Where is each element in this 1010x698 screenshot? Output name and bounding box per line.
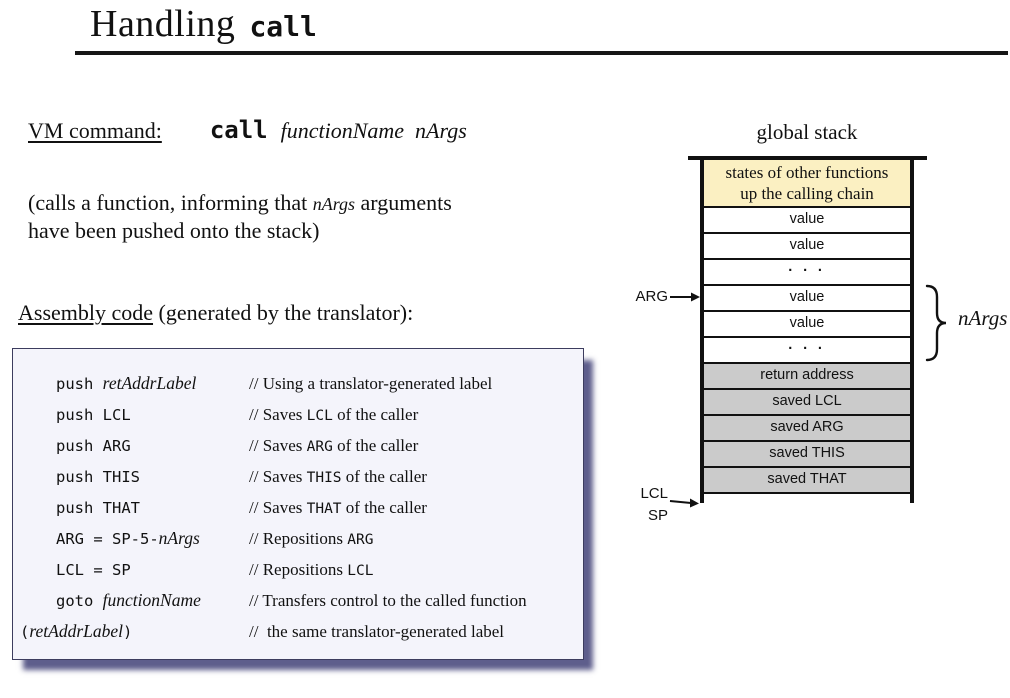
desc-line2: have been pushed onto the stack) (28, 218, 320, 243)
vm-command-args: functionName nArgs (280, 118, 467, 143)
code-token: // Repositions (249, 560, 348, 579)
code-row (13, 493, 583, 524)
code-row (13, 431, 583, 462)
vm-command-label: VM command: (28, 118, 162, 143)
comment-column (249, 617, 583, 648)
nargs-brace-icon (924, 283, 950, 363)
code-italic-token: nArgs (158, 528, 200, 548)
stack-header-line: states of other functions (725, 163, 889, 182)
stack-cell-dots: · · · (704, 260, 910, 286)
comment-column (249, 586, 583, 617)
code-token: // Transfers control to the called function (249, 591, 527, 610)
code-token: push LCL (56, 406, 131, 424)
code-token: push THAT (56, 499, 140, 517)
code-token: // Saves (249, 498, 307, 517)
code-token: of the caller (332, 436, 419, 455)
lcl-sp-pointer-label (628, 483, 668, 527)
vm-command-call: call (209, 116, 268, 144)
code-token: push THIS (56, 468, 140, 486)
desc-nargs-italic: nArgs (312, 194, 356, 214)
arg-pointer-label: ARG (635, 288, 668, 305)
code-row (13, 462, 583, 493)
title-code-call: call (249, 10, 317, 43)
code-row (13, 586, 583, 617)
code-token: ARG (347, 532, 374, 548)
comment-column (249, 524, 583, 555)
stack-cell-saved: saved ARG (704, 416, 910, 442)
code-token: // Saves (249, 405, 307, 424)
assembly-code-label-underlined: Assembly code (18, 300, 154, 325)
code-token: goto (56, 592, 103, 610)
comment-column (249, 369, 583, 400)
global-stack-title: global stack (756, 120, 858, 144)
assembly-code-label-rest: (generated by the translator): (153, 300, 414, 325)
code-token: // Repositions (249, 529, 348, 548)
code-token: push (56, 375, 103, 393)
stack-cell-saved: saved THIS (704, 442, 910, 468)
code-column (56, 555, 249, 586)
code-token: ARG (306, 439, 333, 455)
page-title (90, 2, 317, 46)
stack-cell-value: value (704, 234, 910, 260)
code-token: ARG = SP-5- (56, 530, 159, 548)
code-row (13, 400, 583, 431)
code-token: // Saves (249, 436, 307, 455)
lcl-sp-pointer-arrow-icon (668, 496, 700, 510)
code-italic-token: retAddrLabel (29, 621, 123, 641)
code-token: LCL = SP (56, 561, 131, 579)
code-token: LCL (347, 563, 374, 579)
code-column (56, 493, 249, 524)
code-token: ) (123, 623, 133, 641)
comment-column (249, 493, 583, 524)
code-token: // Saves (249, 467, 307, 486)
stack-cell-dots: · · · (704, 338, 910, 364)
stack-cell-saved: return address (704, 364, 910, 390)
stack-cell-value: value (704, 286, 910, 312)
comment-column (249, 400, 583, 431)
code-token: ( (20, 623, 30, 641)
title-divider (75, 51, 1008, 55)
comment-column (249, 555, 583, 586)
title-text: Handling (90, 3, 236, 45)
code-token: push ARG (56, 437, 131, 455)
assembly-code-box (12, 348, 584, 660)
lcl-label: LCL (640, 485, 668, 502)
code-token: THAT (306, 501, 342, 517)
code-row (13, 617, 583, 648)
stack-cell-value: value (704, 208, 910, 234)
code-row (13, 524, 583, 555)
code-italic-token: retAddrLabel (102, 373, 197, 393)
global-stack-box (700, 160, 914, 503)
code-token: LCL (306, 408, 333, 424)
nargs-label: nArgs (958, 306, 1008, 330)
stack-open-bottom (704, 494, 910, 503)
code-token: of the caller (341, 498, 427, 517)
comment-column (249, 431, 583, 462)
vm-command-row (28, 116, 467, 144)
code-token: of the caller (341, 467, 427, 486)
stack-cell-saved: saved LCL (704, 390, 910, 416)
code-column (20, 617, 249, 648)
comment-column (249, 462, 583, 493)
code-italic-token: functionName (102, 590, 201, 610)
code-column (56, 462, 249, 493)
code-column (56, 400, 249, 431)
code-column (56, 586, 249, 617)
code-token: // the same translator-generated label (249, 622, 505, 641)
stack-cell-saved: saved THAT (704, 468, 910, 494)
vm-command-description (28, 189, 568, 245)
code-token: // Using a translator-generated label (249, 374, 493, 393)
code-row (13, 369, 583, 400)
code-token: of the caller (332, 405, 419, 424)
stack-header-line: up the calling chain (740, 184, 874, 203)
stack-cell-header (704, 160, 910, 208)
code-token: THIS (306, 470, 342, 486)
code-column (56, 431, 249, 462)
desc-text: (calls a function, informing that (28, 190, 313, 215)
sp-label: SP (647, 507, 668, 524)
stack-cell-value: value (704, 312, 910, 338)
code-row (13, 555, 583, 586)
code-column (56, 369, 249, 400)
desc-text-post: arguments (355, 190, 452, 215)
arg-pointer-arrow-icon (670, 291, 700, 303)
assembly-code-label (18, 300, 413, 326)
code-column (56, 524, 249, 555)
